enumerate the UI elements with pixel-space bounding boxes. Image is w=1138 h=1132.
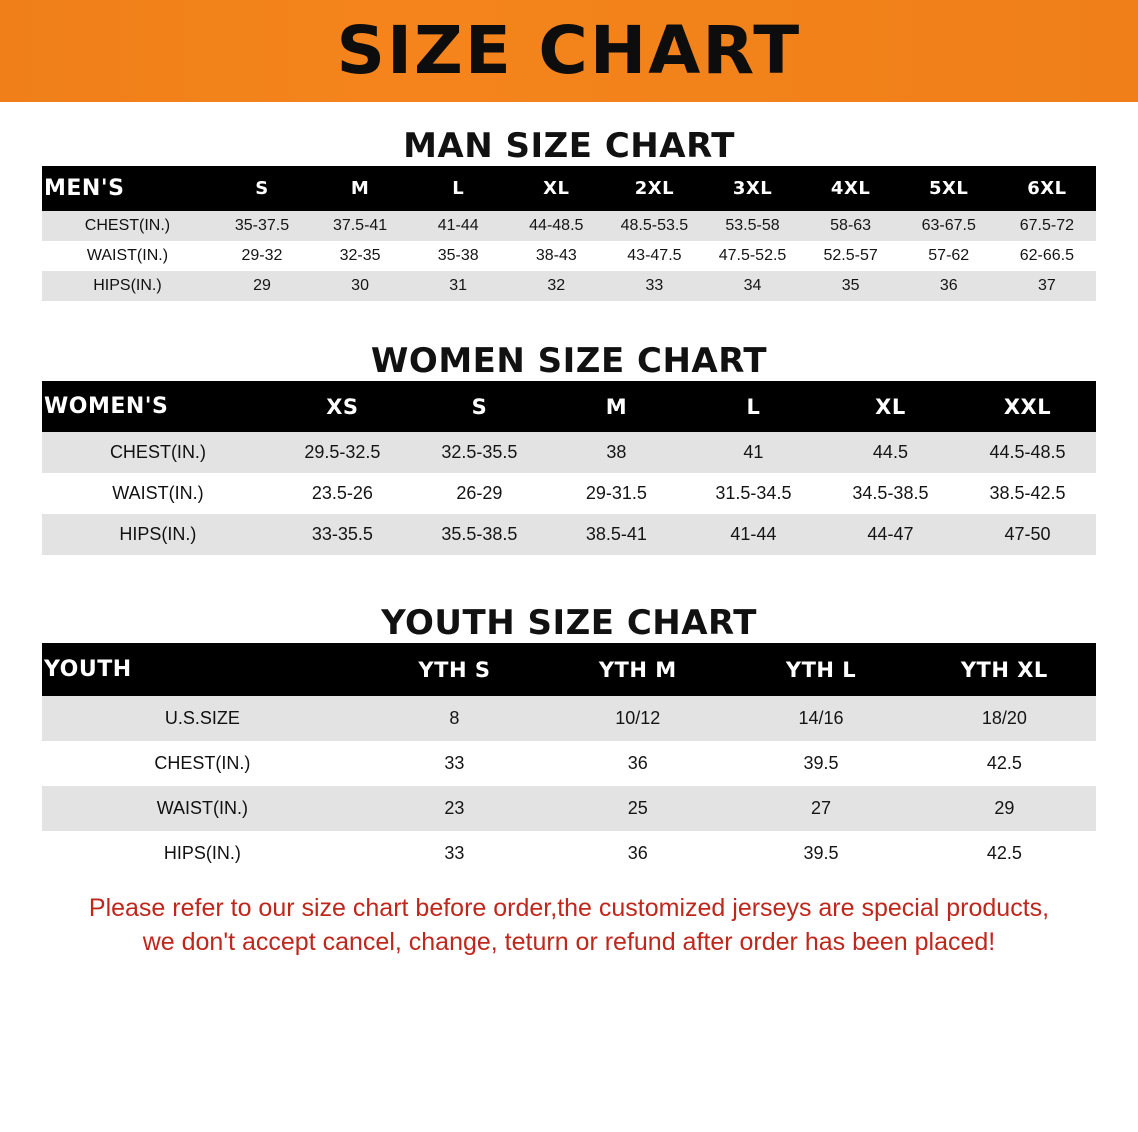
women-hips-l: 41-44 — [685, 514, 822, 555]
women-header-l: L — [685, 381, 822, 432]
man-hips-6xl: 37 — [998, 271, 1096, 301]
man-chest-3xl: 53.5-58 — [703, 211, 801, 241]
table-row — [42, 473, 1096, 514]
man-header-6xl: 6XL — [998, 166, 1096, 211]
youth-header-l: YTH L — [729, 643, 912, 696]
order-policy-note-line2: we don't accept cancel, change, teturn or refund after order has been placed! — [142, 927, 996, 956]
women-hips-m: 38.5-41 — [548, 514, 685, 555]
man-waist-3xl: 47.5-52.5 — [703, 241, 801, 271]
man-chest-4xl: 58-63 — [802, 211, 900, 241]
youth-row-label-ussize: U.S.SIZE — [42, 696, 363, 741]
youth-waist-s: 23 — [363, 786, 546, 831]
women-chest-xl: 44.5 — [822, 432, 959, 473]
man-waist-xl: 38-43 — [507, 241, 605, 271]
youth-size-table — [42, 643, 1096, 876]
youth-header-m: YTH M — [546, 643, 729, 696]
youth-hips-xl: 42.5 — [913, 831, 1096, 876]
youth-chest-xl: 42.5 — [913, 741, 1096, 786]
youth-hips-m: 36 — [546, 831, 729, 876]
man-chest-s: 35-37.5 — [213, 211, 311, 241]
man-header-xl: XL — [507, 166, 605, 211]
man-header-label: MEN'S — [42, 166, 213, 211]
youth-waist-xl: 29 — [913, 786, 1096, 831]
man-row-label-hips: HIPS(IN.) — [42, 271, 213, 301]
women-row-label-chest: CHEST(IN.) — [42, 432, 274, 473]
man-hips-s: 29 — [213, 271, 311, 301]
man-hips-l: 31 — [409, 271, 507, 301]
man-size-table — [42, 166, 1096, 301]
table-header-row — [42, 381, 1096, 432]
women-hips-xl: 44-47 — [822, 514, 959, 555]
man-header-3xl: 3XL — [703, 166, 801, 211]
table-row — [42, 432, 1096, 473]
youth-ussize-xl: 18/20 — [913, 696, 1096, 741]
women-section-title: WOMEN SIZE CHART — [370, 341, 768, 381]
table-row — [42, 786, 1096, 831]
youth-waist-m: 25 — [546, 786, 729, 831]
youth-row-label-waist: WAIST(IN.) — [42, 786, 363, 831]
women-chest-xxl: 44.5-48.5 — [959, 432, 1096, 473]
man-header-s: S — [213, 166, 311, 211]
women-waist-s: 26-29 — [411, 473, 548, 514]
man-waist-5xl: 57-62 — [900, 241, 998, 271]
man-hips-2xl: 33 — [605, 271, 703, 301]
table-row — [42, 514, 1096, 555]
man-header-m: M — [311, 166, 409, 211]
women-header-xl: XL — [822, 381, 959, 432]
man-hips-xl: 32 — [507, 271, 605, 301]
women-hips-s: 35.5-38.5 — [411, 514, 548, 555]
man-header-5xl: 5XL — [900, 166, 998, 211]
women-chest-xs: 29.5-32.5 — [274, 432, 411, 473]
page-banner — [0, 0, 1138, 102]
man-chest-5xl: 63-67.5 — [900, 211, 998, 241]
women-header-xs: XS — [274, 381, 411, 432]
women-waist-xl: 34.5-38.5 — [822, 473, 959, 514]
women-waist-xxl: 38.5-42.5 — [959, 473, 1096, 514]
table-row — [42, 241, 1096, 271]
women-row-label-waist: WAIST(IN.) — [42, 473, 274, 514]
order-policy-note — [36, 892, 1102, 960]
youth-ussize-m: 10/12 — [546, 696, 729, 741]
youth-chest-l: 39.5 — [729, 741, 912, 786]
man-waist-l: 35-38 — [409, 241, 507, 271]
youth-waist-l: 27 — [729, 786, 912, 831]
man-chest-6xl: 67.5-72 — [998, 211, 1096, 241]
women-waist-l: 31.5-34.5 — [685, 473, 822, 514]
man-chest-l: 41-44 — [409, 211, 507, 241]
order-policy-note-line1: Please refer to our size chart before order,the customized jerseys are special products, — [88, 894, 1050, 922]
youth-row-label-chest: CHEST(IN.) — [42, 741, 363, 786]
women-table-wrapper — [42, 381, 1096, 555]
youth-table-wrapper — [42, 643, 1096, 876]
table-row — [42, 741, 1096, 786]
table-header-row — [42, 166, 1096, 211]
youth-section-title: YOUTH SIZE CHART — [381, 603, 757, 643]
women-header-label: WOMEN'S — [42, 381, 274, 432]
youth-row-label-hips: HIPS(IN.) — [42, 831, 363, 876]
youth-ussize-s: 8 — [363, 696, 546, 741]
man-section-title: MAN SIZE CHART — [403, 126, 735, 166]
man-chest-2xl: 48.5-53.5 — [605, 211, 703, 241]
man-row-label-waist: WAIST(IN.) — [42, 241, 213, 271]
youth-header-s: YTH S — [363, 643, 546, 696]
youth-hips-l: 39.5 — [729, 831, 912, 876]
table-row — [42, 696, 1096, 741]
women-chest-m: 38 — [548, 432, 685, 473]
women-waist-xs: 23.5-26 — [274, 473, 411, 514]
youth-chest-m: 36 — [546, 741, 729, 786]
man-header-l: L — [409, 166, 507, 211]
youth-hips-s: 33 — [363, 831, 546, 876]
man-hips-m: 30 — [311, 271, 409, 301]
women-row-label-hips: HIPS(IN.) — [42, 514, 274, 555]
man-waist-4xl: 52.5-57 — [802, 241, 900, 271]
man-header-2xl: 2XL — [605, 166, 703, 211]
women-size-table — [42, 381, 1096, 555]
women-hips-xs: 33-35.5 — [274, 514, 411, 555]
page-title: SIZE CHART — [336, 12, 802, 89]
women-chest-s: 32.5-35.5 — [411, 432, 548, 473]
youth-ussize-l: 14/16 — [729, 696, 912, 741]
man-waist-2xl: 43-47.5 — [605, 241, 703, 271]
man-waist-m: 32-35 — [311, 241, 409, 271]
man-table-wrapper — [42, 166, 1096, 301]
man-waist-s: 29-32 — [213, 241, 311, 271]
man-hips-5xl: 36 — [900, 271, 998, 301]
man-header-4xl: 4XL — [802, 166, 900, 211]
man-waist-6xl: 62-66.5 — [998, 241, 1096, 271]
man-row-label-chest: CHEST(IN.) — [42, 211, 213, 241]
women-header-s: S — [411, 381, 548, 432]
table-row — [42, 271, 1096, 301]
youth-chest-s: 33 — [363, 741, 546, 786]
youth-header-label: YOUTH — [42, 643, 363, 696]
women-hips-xxl: 47-50 — [959, 514, 1096, 555]
table-row — [42, 831, 1096, 876]
women-header-xxl: XXL — [959, 381, 1096, 432]
table-header-row — [42, 643, 1096, 696]
table-row — [42, 211, 1096, 241]
women-header-m: M — [548, 381, 685, 432]
women-chest-l: 41 — [685, 432, 822, 473]
man-chest-xl: 44-48.5 — [507, 211, 605, 241]
youth-header-xl: YTH XL — [913, 643, 1096, 696]
man-hips-3xl: 34 — [703, 271, 801, 301]
man-chest-m: 37.5-41 — [311, 211, 409, 241]
women-waist-m: 29-31.5 — [548, 473, 685, 514]
man-hips-4xl: 35 — [802, 271, 900, 301]
